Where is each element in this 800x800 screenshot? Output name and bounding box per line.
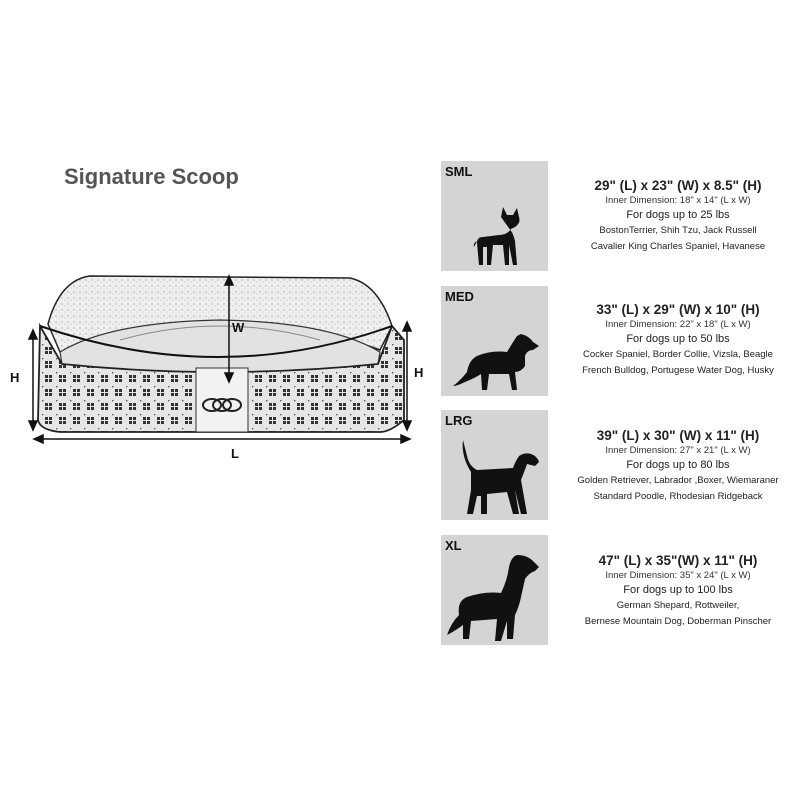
outer-dimensions: 29" (L) x 23" (W) x 8.5" (H): [594, 178, 762, 193]
breeds-line-1: Cocker Spaniel, Border Collie, Vizsla, Beagle: [583, 349, 773, 360]
length-label: L: [231, 446, 239, 461]
breeds-line-1: Golden Retriever, Labrador ,Boxer, Wiemaraner: [577, 475, 779, 486]
breeds-line-2: French Bulldog, Portugese Water Dog, Husky: [582, 365, 774, 376]
weight-limit: For dogs up to 100 lbs: [623, 584, 733, 596]
size-panel-med: [441, 286, 548, 396]
breeds-line-1: BostonTerrier, Shih Tzu, Jack Russell: [599, 225, 757, 236]
length-arrow: [34, 435, 410, 443]
outer-dimensions: 39" (L) x 30" (W) x 11" (H): [596, 428, 760, 443]
small-dog-silhouette-icon: [441, 161, 548, 271]
height-label-right: H: [414, 365, 424, 380]
width-label: W: [232, 320, 245, 335]
height-arrow-left: [29, 330, 37, 430]
size-panel-sml: [441, 161, 548, 271]
breeds-line-2: Standard Poodle, Rhodesian Ridgeback: [593, 491, 763, 502]
outer-dimensions: 33" (L) x 29" (W) x 10" (H): [596, 302, 760, 317]
breeds-line-2: Cavalier King Charles Spaniel, Havanese: [590, 241, 766, 252]
bed-illustration: [0, 260, 430, 480]
outer-dimensions: 47" (L) x 35"(W) x 11" (H): [598, 553, 758, 568]
xl-dog-silhouette-icon: [441, 535, 548, 645]
size-panel-xl: [441, 535, 548, 645]
inner-dimensions: Inner Dimension: 27" x 21" (L x W): [605, 445, 751, 456]
size-spec-xl: [560, 552, 796, 630]
medium-dog-silhouette-icon: [441, 286, 548, 396]
weight-limit: For dogs up to 80 lbs: [626, 459, 730, 471]
height-label-left: H: [10, 370, 20, 385]
size-spec-sml: [560, 177, 796, 255]
breeds-line-1: German Shepard, Rottweiler,: [616, 600, 740, 611]
size-spec-med: [560, 301, 796, 379]
size-code: MED: [445, 289, 474, 304]
page-title: Signature Scoop: [64, 164, 239, 189]
inner-dimensions: Inner Dimension: 22" x 18" (L x W): [605, 319, 751, 330]
size-code: SML: [445, 164, 473, 179]
breeds-line-2: Bernese Mountain Dog, Doberman Pinscher: [584, 616, 772, 627]
large-dog-silhouette-icon: [441, 410, 548, 520]
size-code: LRG: [445, 413, 473, 428]
inner-dimensions: Inner Dimension: 35" x 24" (L x W): [605, 570, 751, 581]
weight-limit: For dogs up to 25 lbs: [626, 209, 730, 221]
size-panel-lrg: [441, 410, 548, 520]
size-code: XL: [445, 538, 462, 553]
inner-dimensions: Inner Dimension: 18" x 14" (L x W): [605, 195, 751, 206]
size-spec-lrg: [560, 427, 796, 505]
weight-limit: For dogs up to 50 lbs: [626, 333, 730, 345]
bed-diagram: [0, 260, 430, 480]
